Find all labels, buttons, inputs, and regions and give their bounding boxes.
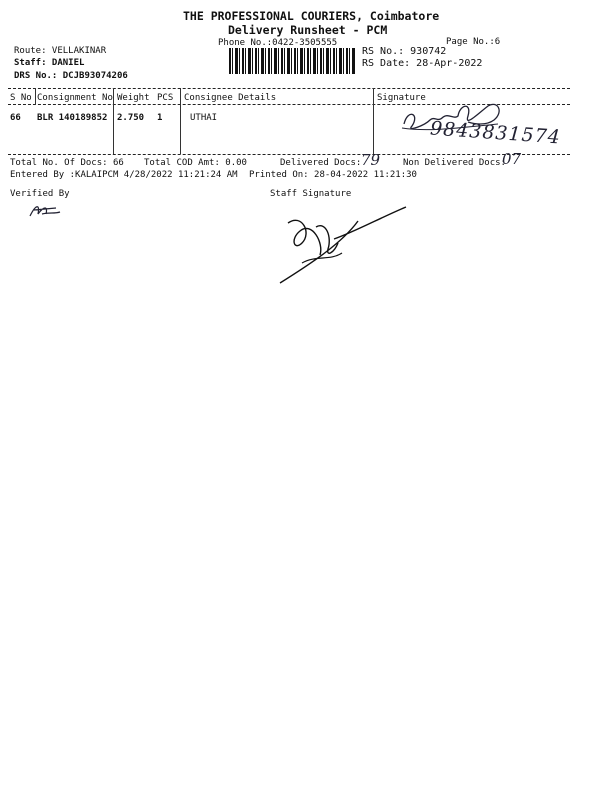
handwritten-phone: 9843831574 xyxy=(429,117,562,149)
cell-consignment: BLR 140189852 xyxy=(37,113,108,123)
staff: Staff: DANIEL xyxy=(14,58,85,68)
printed-on: Printed On: 28-04-2022 11:21:30 xyxy=(249,170,417,180)
verifier-initials xyxy=(26,200,66,220)
header-weight: Weight xyxy=(117,93,150,103)
non-delivered-count-handwritten: 07 xyxy=(502,150,522,168)
table-top-rule xyxy=(8,88,570,89)
verified-by-label: Verified By xyxy=(10,189,70,199)
staff-signature xyxy=(272,203,412,293)
cell-weight: 2.750 xyxy=(117,113,145,123)
col-divider xyxy=(113,88,114,154)
drs-number: DRS No.: DCJB93074206 xyxy=(14,71,128,81)
delivered-docs: Delivered Docs: xyxy=(280,158,362,168)
page-number: Page No.:6 xyxy=(446,37,501,47)
col-divider xyxy=(180,88,181,154)
cell-consignee: UTHAI xyxy=(190,113,218,123)
non-delivered-docs: Non Delivered Docs: xyxy=(403,158,506,168)
header-sno: S No xyxy=(10,93,32,103)
total-cod: Total COD Amt: 0.00 xyxy=(144,158,247,168)
table-bottom-rule xyxy=(8,154,570,155)
route: Route: VELLAKINAR xyxy=(14,46,107,56)
cell-sno: 66 xyxy=(10,113,21,123)
company-name: THE PROFESSIONAL COURIERS, Coimbatore xyxy=(183,9,440,23)
entered-by: Entered By :KALAIPCM 4/28/2022 11:21:24 AM xyxy=(10,170,238,180)
header-pcs: PCS xyxy=(157,93,174,103)
header-consignee: Consignee Details xyxy=(184,93,277,103)
rs-number: RS No.: 930742 xyxy=(362,46,447,57)
cell-pcs: 1 xyxy=(157,113,163,123)
col-divider xyxy=(35,88,36,105)
header-signature: Signature xyxy=(377,93,426,103)
staff-signature-label: Staff Signature xyxy=(270,189,352,199)
phone-number: Phone No.:0422-3505555 xyxy=(218,38,338,48)
total-docs: Total No. Of Docs: 66 xyxy=(10,158,124,168)
delivered-count-handwritten: 79 xyxy=(361,151,381,169)
header-consignment: Consignment No xyxy=(37,93,113,103)
barcode xyxy=(229,48,356,74)
col-divider xyxy=(373,88,374,154)
rs-date: RS Date: 28-Apr-2022 xyxy=(362,58,483,69)
document-title: Delivery Runsheet - PCM xyxy=(228,23,388,37)
